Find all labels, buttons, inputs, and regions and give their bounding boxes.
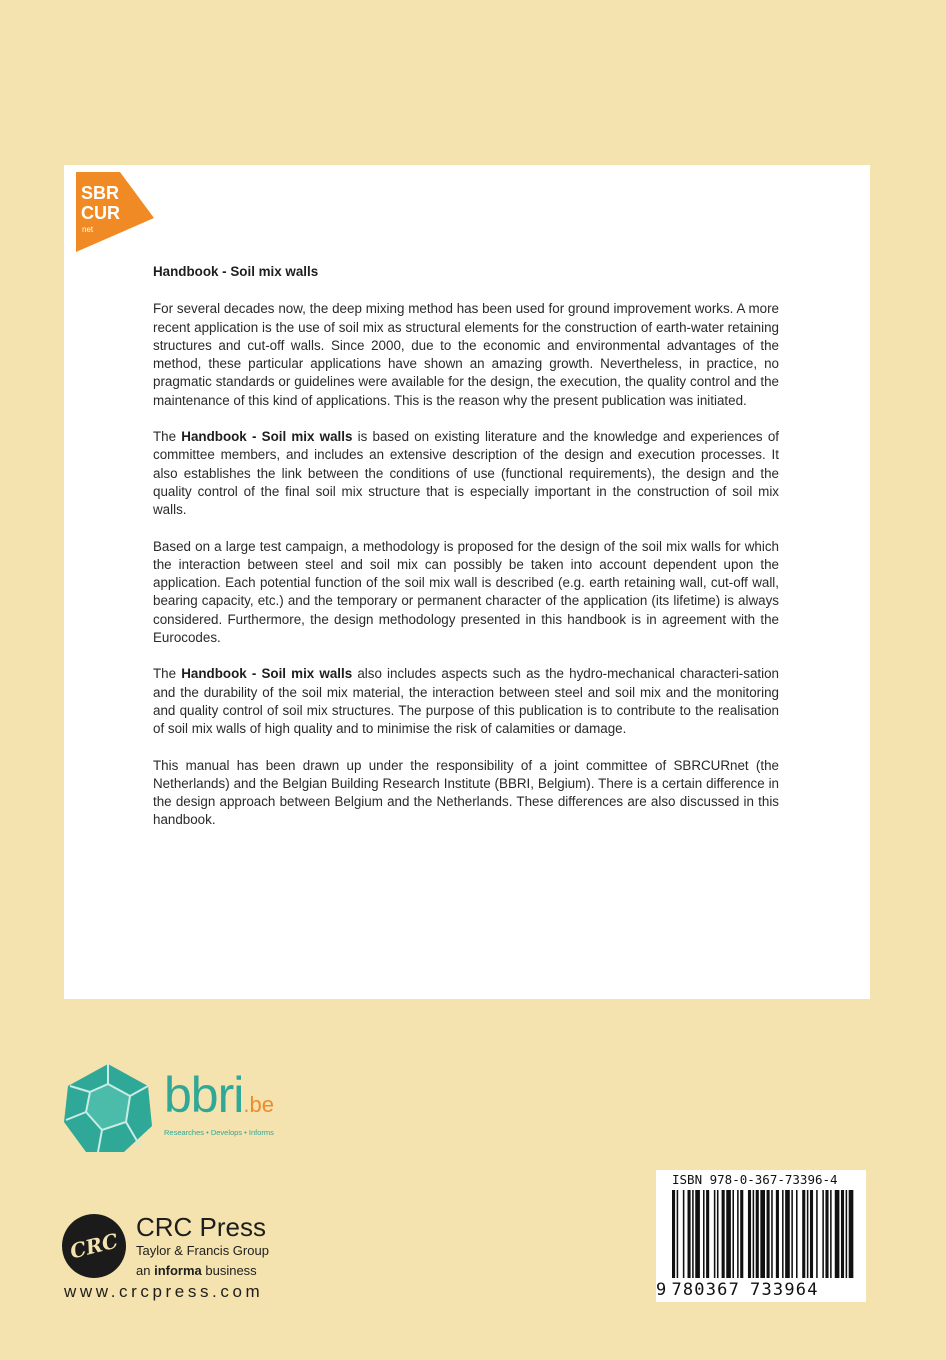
- bbri-wordmark: bbri.be: [164, 1067, 274, 1123]
- barcode-bar: [807, 1190, 809, 1278]
- barcode-bar: [771, 1190, 773, 1278]
- barcode-digits: 9 780367 733964: [656, 1280, 819, 1300]
- blurb: [153, 263, 779, 848]
- blurb-paragraph-2: The Handbook - Soil mix walls is based on existing literature and the knowledge and experiences of committee members, and includes an extensive description of the design and execution processes. It also establishes the link between the conditions of use (functional requirements), the design and the quality control of the final soil mix structure that is especially important in the construction of soil mix walls.: [153, 429, 779, 518]
- isbn-barcode: [656, 1170, 866, 1302]
- barcode-bar: [822, 1190, 824, 1278]
- barcode-bar: [825, 1190, 828, 1278]
- crc-title: CRC Press: [136, 1212, 267, 1242]
- barcode-bar: [695, 1190, 700, 1278]
- blurb-paragraph-4: The Handbook - Soil mix walls also includes aspects such as the hydro-mechanical characteri-sation and the durability of the soil mix material, the interaction between steel and soil mix and the monitoring and quality control of soil mix structures. The purpose of this publication is to contribute to the realisation of soil mix walls of high quality and to minimise the risk of calamities or damage.: [153, 666, 779, 737]
- barcode-bar: [677, 1190, 679, 1278]
- barcode-bar: [846, 1190, 848, 1278]
- bbri-logo: [60, 1060, 320, 1155]
- bbri-tld: .be: [243, 1092, 274, 1117]
- barcode-bar: [688, 1190, 691, 1278]
- sbrcurnet-logo: [76, 172, 154, 252]
- crc-subtitle: Taylor & Francis Group: [136, 1243, 269, 1258]
- barcode-bar: [756, 1190, 759, 1278]
- bbri-tagline: Researches • Develops • Informs: [164, 1128, 274, 1137]
- barcode-bar: [791, 1190, 793, 1278]
- sbrcur-logo-text-2: CUR: [81, 203, 120, 223]
- barcode-bar: [706, 1190, 709, 1278]
- sbrcur-logo-text-3: net: [82, 225, 94, 234]
- barcode-bar: [737, 1190, 739, 1278]
- blurb-title: Handbook - Soil mix walls: [153, 264, 319, 279]
- barcode-bar: [753, 1190, 755, 1278]
- barcode-bar: [703, 1190, 705, 1278]
- crc-website: www.crcpress.com: [64, 1282, 264, 1301]
- barcode-bar: [802, 1190, 805, 1278]
- barcode-bar: [692, 1190, 694, 1278]
- blurb-paragraph-3: Based on a large test campaign, a methodology is proposed for the design of the soil mix walls for which the interaction between steel and soil mix can possibly be taken into account dependent upon the application. Each potential function of the soil mix wall is described (e.g. earth retaining wall, cut-off wall, bearing capacity, etc.) and the temporary or permanent character of the application (its lifetime) is always considered. Furthermore, the design methodology presented in this handbook is in agreement with the Eurocodes.: [153, 538, 779, 646]
- back-cover-text-panel: [64, 165, 870, 999]
- crc-badge-icon: CRC: [55, 1207, 133, 1285]
- barcode-bar: [767, 1190, 770, 1278]
- blurb-paragraph-1: For several decades now, the deep mixing method has been used for ground improvement works. A more recent application is the use of soil mix as structural elements for the construction of earth-water retaining structures and cut-off walls. Since 2000, due to the economic and environmental advantages of the method, these particular applications have shown an amazing growth. Nevertheless, in practice, no pragmatic standards or guidelines were available for the design, the execution, the quality control and the maintenance of this kind of applications. This is the reason why the present publication was initiated.: [153, 301, 779, 408]
- crc-informa-line: an informa business: [136, 1263, 257, 1278]
- sbrcur-logo-text-1: SBR: [81, 183, 120, 203]
- blurb-handbook-title-bold: Handbook - Soil mix walls: [181, 429, 353, 445]
- isbn-label: ISBN 978-0-367-73396-4: [672, 1172, 838, 1187]
- barcode-bar: [722, 1190, 725, 1278]
- barcode-bar: [776, 1190, 779, 1278]
- barcode-bar: [714, 1190, 716, 1278]
- barcode-bar: [760, 1190, 765, 1278]
- barcode-bar: [810, 1190, 813, 1278]
- barcode-bar: [683, 1190, 685, 1278]
- barcode-bar: [748, 1190, 751, 1278]
- barcode-bar: [732, 1190, 734, 1278]
- barcode-bar: [835, 1190, 840, 1278]
- barcode-bar: [672, 1190, 675, 1278]
- barcode-bar: [796, 1190, 798, 1278]
- blurb-handbook-title-bold: Handbook - Soil mix walls: [181, 666, 353, 682]
- barcode-bar: [849, 1190, 854, 1278]
- barcode-bar: [841, 1190, 844, 1278]
- barcode-bar: [726, 1190, 731, 1278]
- barcode-bar: [830, 1190, 832, 1278]
- barcode-bar: [782, 1190, 784, 1278]
- barcode-bar: [740, 1190, 743, 1278]
- barcode-bar: [816, 1190, 818, 1278]
- blurb-paragraph-5: This manual has been drawn up under the responsibility of a joint committee of SBRCURnet (the Netherlands) and the Belgian Building Research Institute (BBRI, Belgium). There is a certain difference in the design approach between Belgium and the Netherlands. These differences are also discussed in this handbook.: [153, 757, 779, 828]
- barcode-bar: [717, 1190, 719, 1278]
- barcode-bar: [785, 1190, 790, 1278]
- crc-press-logo: [62, 1212, 322, 1312]
- dodecahedron-icon: [60, 1060, 156, 1156]
